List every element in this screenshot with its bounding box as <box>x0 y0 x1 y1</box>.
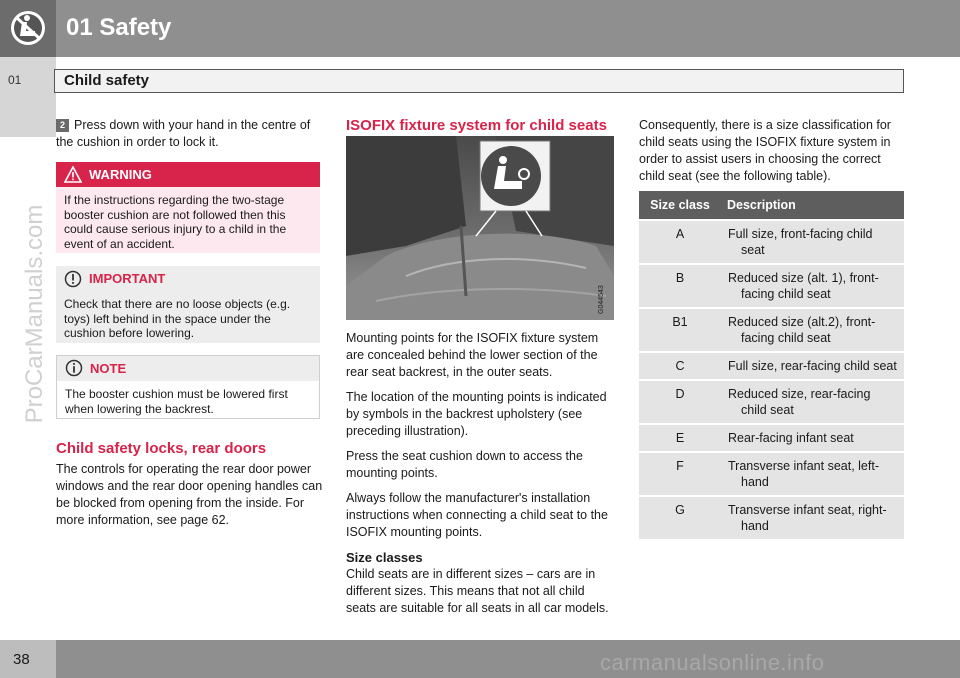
child-locks-text: The controls for operating the rear door power windows and the rear door opening handles can be blocked from opening from the inside. For more information, see page 62. <box>56 462 323 527</box>
isofix-illustration <box>346 136 614 320</box>
description-cell: Reduced size (alt.2), front-facing child seat <box>721 308 904 352</box>
size-class-cell: B1 <box>639 308 721 352</box>
table-row <box>639 352 904 380</box>
step-number-badge: 2 <box>56 119 69 132</box>
chapter-icon-box <box>0 0 56 57</box>
isofix-paragraph: Mounting points for the ISOFIX fixture system are concealed behind the lower section of the rear seat backrest, in the outer seats. <box>346 331 599 379</box>
important-header <box>56 266 320 291</box>
note-label: NOTE <box>90 361 127 376</box>
size-classification-intro: Consequently, there is a size classification for child seats using the ISOFIX fixture system in order to assist users in choosing the correct child seat (see the following table). <box>639 118 891 183</box>
size-classes-text: Child seats are in different sizes – cars are in different sizes. This means that not all child seats are suitable for all seats in all car models. <box>346 567 609 615</box>
note-header <box>57 356 319 381</box>
isofix-paragraph: Press the seat cushion down to access the mounting points. <box>346 449 583 480</box>
rear-seat-image <box>346 136 614 320</box>
image-code: G044543 <box>598 285 605 314</box>
important-box <box>56 266 320 343</box>
size-class-header: Size class <box>639 191 721 220</box>
table-row <box>639 452 904 496</box>
child-seat-warning-icon <box>0 0 56 57</box>
exclamation-circle-icon <box>64 270 82 288</box>
description-cell: Reduced size, rear-facing child seat <box>721 380 904 424</box>
description-cell: Full size, front-facing child seat <box>721 220 904 264</box>
section-title: Child safety <box>64 72 150 89</box>
warning-label: WARNING <box>89 167 152 182</box>
important-label: IMPORTANT <box>89 271 166 286</box>
warning-header <box>56 162 320 187</box>
note-text: The booster cushion must be lowered first when lowering the backrest. <box>65 387 288 416</box>
side-watermark: ProCarManuals.com <box>21 204 48 424</box>
page-number: 38 <box>13 651 30 668</box>
step-2 <box>56 117 321 151</box>
size-class-table <box>639 191 904 539</box>
size-class-cell: D <box>639 380 721 424</box>
isofix-paragraph: The location of the mounting points is indicated by symbols in the backrest upholstery (see preceding illustration). <box>346 390 607 438</box>
info-circle-icon <box>65 359 83 377</box>
step-text: Press down with your hand in the centre of the cushion in order to lock it. <box>56 118 311 149</box>
section-title-bar <box>54 69 904 93</box>
size-class-cell: F <box>639 452 721 496</box>
table-row <box>639 380 904 424</box>
child-locks-heading: Child safety locks, rear doors <box>56 440 267 457</box>
isofix-text <box>346 330 614 617</box>
chapter-title: 01 Safety <box>66 14 172 41</box>
description-header: Description <box>721 191 904 220</box>
warning-triangle-icon <box>64 166 82 183</box>
size-class-cell: G <box>639 496 721 539</box>
size-class-cell: A <box>639 220 721 264</box>
description-cell: Full size, rear-facing child seat <box>721 352 904 380</box>
chapter-number: 01 <box>8 73 22 87</box>
description-cell: Rear-facing infant seat <box>721 424 904 452</box>
isofix-heading: ISOFIX fixture system for child seats <box>346 117 607 134</box>
size-classes-heading: Size classes <box>346 550 423 565</box>
chapter-side-tab <box>0 57 56 137</box>
table-row <box>639 308 904 352</box>
table-row <box>639 220 904 264</box>
note-box <box>56 355 320 419</box>
warning-box <box>56 162 320 253</box>
table-row <box>639 424 904 452</box>
description-cell: Reduced size (alt. 1), front-facing child seat <box>721 264 904 308</box>
table-row <box>639 264 904 308</box>
table-row <box>639 496 904 539</box>
size-class-cell: C <box>639 352 721 380</box>
footer-watermark: carmanualsonline.info <box>600 650 825 675</box>
description-cell: Transverse infant seat, left-hand <box>721 452 904 496</box>
size-class-cell: B <box>639 264 721 308</box>
isofix-paragraph: Always follow the manufacturer's installation instructions when connecting a child seat to the ISOFIX mounting points. <box>346 491 608 539</box>
description-cell: Transverse infant seat, right-hand <box>721 496 904 539</box>
size-class-cell: E <box>639 424 721 452</box>
warning-text: If the instructions regarding the two-stage booster cushion are not followed then this could cause serious injury to a child in the event of an accident. <box>64 193 287 251</box>
important-text: Check that there are no loose objects (e.g. toys) left behind in the space under the cushion before lowering. <box>64 297 291 340</box>
table-header-row <box>639 191 904 220</box>
